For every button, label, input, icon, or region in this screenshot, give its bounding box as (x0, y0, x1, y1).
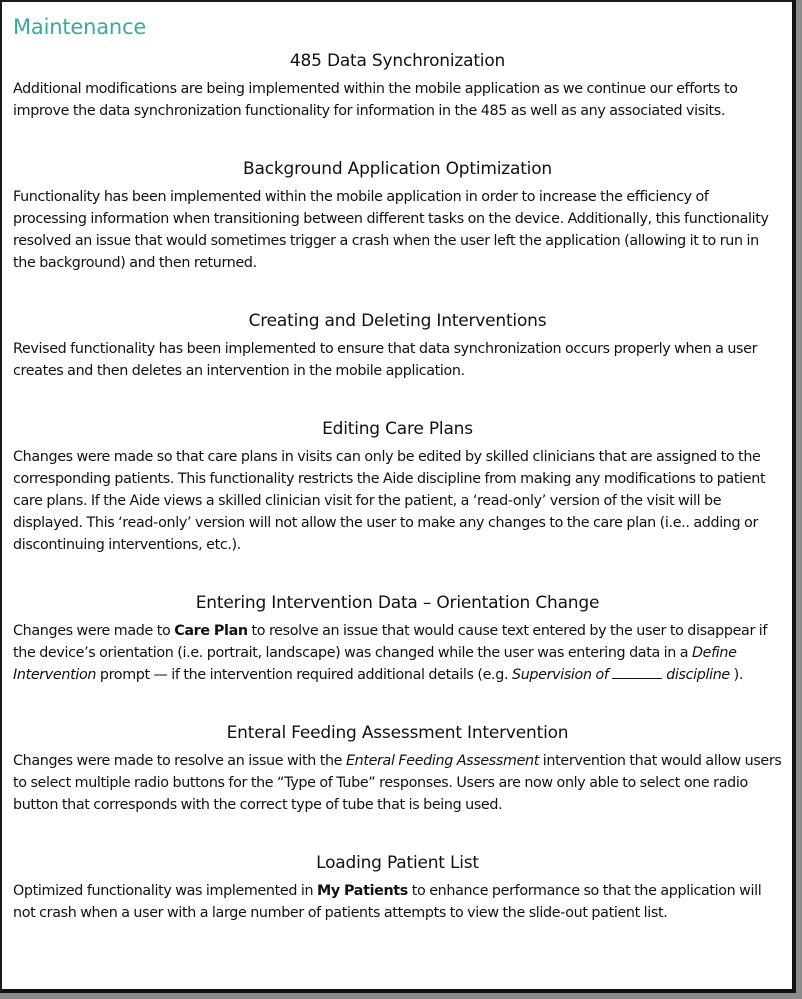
body-text: Optimized functionality was implemented in (13, 883, 317, 899)
section-body: Revised functionality has been implemented to ensure that data synchronization occurs properly when a user creates and then deletes an intervention in the mobile application. (13, 341, 758, 379)
supervision-of-italic: Supervision of (511, 667, 609, 683)
section-485-data-synchronization (13, 50, 782, 122)
section-heading: Enteral Feeding Assessment Intervention (226, 723, 569, 743)
section-body: Functionality has been implemented within the mobile application in order to increase the efficiency of processing information when transitioning between different tasks on the device. Additionally, this functionality resolved an issue that would sometimes trigger a crash when the user left the application (allowing it to run in the background) and then returned. (13, 189, 769, 271)
body-text: Changes were made to (13, 623, 175, 639)
section-heading: Loading Patient List (316, 853, 479, 873)
section-loading-patient-list (13, 852, 782, 924)
document-page (2, 2, 792, 924)
enteral-feeding-assessment-italic: Enteral Feeding Assessment (345, 753, 539, 769)
section-heading: Entering Intervention Data – Orientation Change (195, 593, 600, 613)
section-body: Changes were made so that care plans in visits can only be edited by skilled clinicians that are assigned to the corresponding patients. This functionality restricts the Aide discipline from making any modifications to patient care plans. If the Aide views a skilled clinician visit for the patient, a ‘read-only’ version of the visit will be displayed. This ‘read-only’ version will not allow the user to make any changes to the care plan (i.e.. adding or discontinuing interventions, etc.). (13, 449, 766, 553)
section-heading: 485 Data Synchronization (289, 51, 506, 71)
section-creating-deleting-interventions (13, 310, 782, 382)
section-body: Additional modifications are being implemented within the mobile application as we continue our efforts to improve the data synchronization functionality for information in the 485 as well as any associated visits. (13, 81, 738, 119)
my-patients-bold: My Patients (316, 883, 408, 899)
section-enteral-feeding-assessment (13, 722, 782, 816)
care-plan-bold: Care Plan (174, 623, 248, 639)
body-text: prompt — if the intervention required additional details (e.g. (96, 667, 512, 683)
section-heading: Editing Care Plans (322, 419, 473, 439)
section-body (13, 620, 782, 686)
section-body (13, 750, 782, 816)
section-entering-intervention-data (13, 592, 782, 686)
section-background-application-optimization (13, 158, 782, 274)
body-text: to resolve an issue that would cause text entered by the user to disappear if the device’s orientation (i.e. portrait, landscape) was changed while the user was entering data in a (13, 623, 768, 661)
define-intervention-italic: Define Intervention (13, 645, 737, 683)
discipline-italic: discipline (666, 667, 730, 683)
body-text: Changes were made to resolve an issue with the (13, 753, 346, 769)
section-editing-care-plans (13, 418, 782, 556)
section-heading: Creating and Deleting Interventions (248, 311, 547, 331)
body-text: to enhance performance so that the application will not crash when a user with a large number of patients attempts to view the slide-out patient list. (13, 883, 762, 921)
section-heading: Background Application Optimization (243, 159, 552, 179)
section-body (13, 880, 782, 924)
body-text: intervention that would allow users to select multiple radio buttons for the “Type of Tube” responses. Users are now only able to select one radio button that corresponds with the correct type of tube that is being used. (13, 753, 782, 813)
page-title: Maintenance (13, 15, 147, 39)
body-text: ). (729, 667, 744, 683)
fill-in-blank (612, 666, 662, 679)
